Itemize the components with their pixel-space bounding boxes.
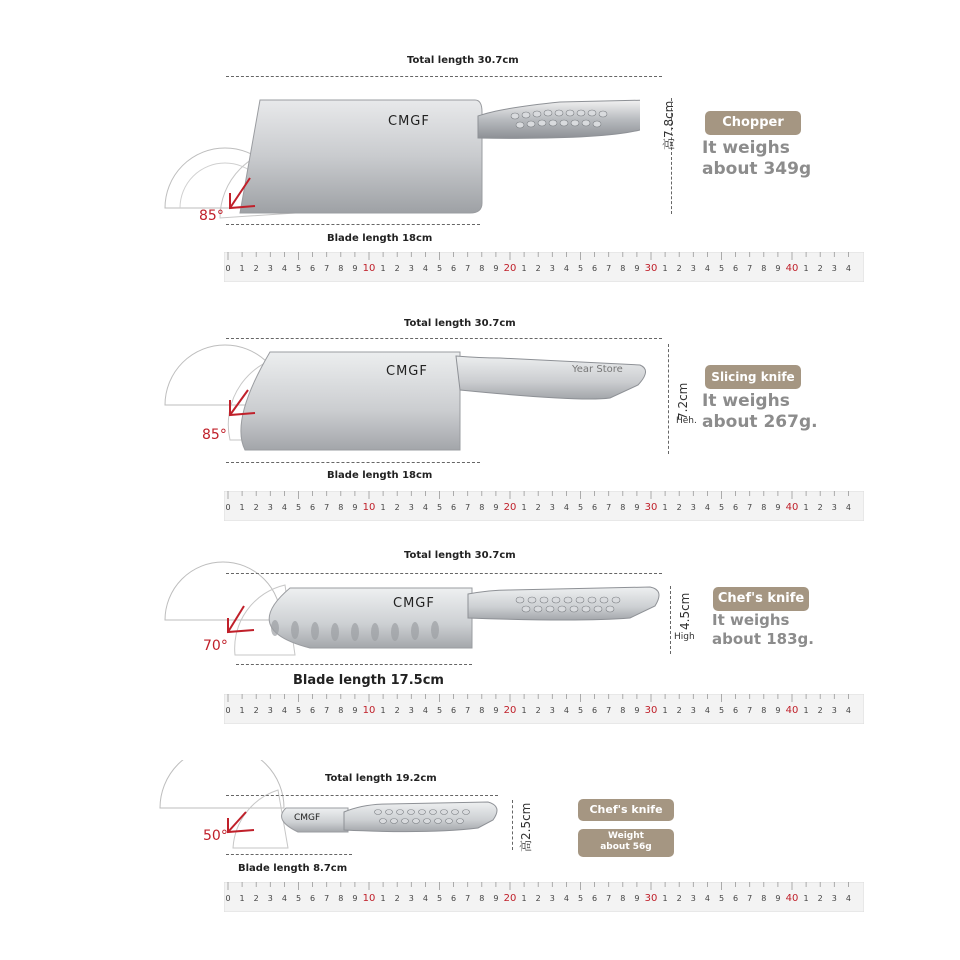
ruler-number: 2 bbox=[253, 706, 259, 715]
ruler-number: 3 bbox=[690, 503, 696, 512]
ruler-number: 30 bbox=[644, 263, 658, 274]
ruler-number: 1 bbox=[662, 894, 668, 903]
ruler-number: 4 bbox=[281, 894, 287, 903]
height-line bbox=[512, 800, 513, 850]
ruler-number: 9 bbox=[775, 264, 781, 273]
edge-angle-label: 85° bbox=[199, 208, 224, 224]
height-label: 高7.8cm bbox=[662, 100, 676, 150]
ruler-number: 0 bbox=[225, 503, 231, 512]
ruler-number: 8 bbox=[761, 706, 767, 715]
ruler-number: 4 bbox=[563, 264, 569, 273]
ruler-number: 9 bbox=[775, 894, 781, 903]
weight-text: It weighs about 349g bbox=[702, 138, 812, 179]
ruler-number: 4 bbox=[422, 503, 428, 512]
height-sub-label: Heh. bbox=[676, 416, 697, 426]
ruler-number: 40 bbox=[785, 502, 799, 513]
ruler-number: 8 bbox=[338, 894, 344, 903]
ruler-number: 1 bbox=[380, 706, 386, 715]
weight-badge: Weight about 56g bbox=[578, 829, 674, 857]
ruler-number: 9 bbox=[493, 706, 499, 715]
ruler-number: 40 bbox=[785, 263, 799, 274]
ruler-number: 6 bbox=[733, 503, 739, 512]
ruler-number: 7 bbox=[465, 894, 471, 903]
ruler-number: 9 bbox=[775, 503, 781, 512]
blade-length-label: Blade length 18cm bbox=[327, 470, 433, 481]
ruler-number: 0 bbox=[225, 264, 231, 273]
ruler-number: 4 bbox=[845, 264, 851, 273]
ruler-number: 2 bbox=[535, 706, 541, 715]
ruler-number: 8 bbox=[620, 503, 626, 512]
ruler-number: 2 bbox=[817, 503, 823, 512]
ruler-number: 1 bbox=[239, 706, 245, 715]
ruler-number: 5 bbox=[295, 894, 302, 903]
ruler-number: 1 bbox=[380, 264, 386, 273]
total-length-label: Total length 19.2cm bbox=[325, 773, 437, 784]
ruler-number: 10 bbox=[362, 502, 376, 513]
ruler-number: 2 bbox=[253, 894, 259, 903]
weight-text: It weighs about 267g. bbox=[702, 391, 818, 432]
ruler-number: 5 bbox=[295, 706, 302, 715]
ruler-number: 10 bbox=[362, 705, 376, 716]
ruler-number: 5 bbox=[436, 894, 443, 903]
ruler-number: 1 bbox=[662, 706, 668, 715]
ruler-number: 3 bbox=[408, 503, 414, 512]
ruler-number: 4 bbox=[845, 894, 851, 903]
ruler-number: 6 bbox=[310, 706, 316, 715]
weight-text: It weighs about 183g. bbox=[712, 611, 814, 648]
ruler-number: 7 bbox=[465, 503, 471, 512]
knife-type-badge: Chopper bbox=[705, 111, 801, 135]
edge-angle-label: 50° bbox=[203, 828, 228, 844]
height-label: 高2.5cm bbox=[519, 802, 533, 852]
ruler-number: 4 bbox=[422, 264, 428, 273]
blade-length-line bbox=[226, 854, 352, 855]
ruler-number: 6 bbox=[592, 706, 598, 715]
ruler-number: 1 bbox=[239, 503, 245, 512]
ruler-number: 4 bbox=[704, 503, 710, 512]
ruler-number: 1 bbox=[662, 264, 668, 273]
ruler-number: 1 bbox=[380, 894, 386, 903]
ruler-number: 3 bbox=[831, 264, 837, 273]
ruler-number: 7 bbox=[606, 894, 612, 903]
ruler-number: 1 bbox=[239, 264, 245, 273]
ruler-number: 7 bbox=[324, 264, 330, 273]
ruler-number: 5 bbox=[577, 894, 584, 903]
ruler-number: 5 bbox=[718, 503, 725, 512]
ruler-number: 3 bbox=[831, 503, 837, 512]
ruler-number: 5 bbox=[718, 264, 725, 273]
handle-engraving: Year Store bbox=[572, 364, 623, 375]
ruler-number: 6 bbox=[310, 894, 316, 903]
ruler-number: 8 bbox=[761, 894, 767, 903]
height-label: 4.5cm bbox=[678, 592, 692, 630]
ruler-number: 2 bbox=[394, 706, 400, 715]
blade-length-label: Blade length 18cm bbox=[327, 233, 433, 244]
ruler-number: 3 bbox=[549, 264, 555, 273]
ruler-number: 9 bbox=[352, 706, 358, 715]
knife-type-badge: Chef's knife bbox=[713, 587, 809, 611]
ruler-number: 3 bbox=[408, 706, 414, 715]
brand-logo: CMGF bbox=[386, 364, 428, 379]
ruler-number: 3 bbox=[831, 894, 837, 903]
ruler-number: 3 bbox=[549, 706, 555, 715]
ruler-number: 2 bbox=[817, 264, 823, 273]
ruler-number: 7 bbox=[747, 706, 753, 715]
ruler-number: 1 bbox=[521, 503, 527, 512]
ruler-number: 6 bbox=[733, 264, 739, 273]
height-sub-label: High bbox=[674, 632, 695, 642]
ruler-number: 6 bbox=[451, 894, 457, 903]
ruler-number: 9 bbox=[634, 894, 640, 903]
ruler-number: 1 bbox=[803, 503, 809, 512]
ruler-number: 8 bbox=[620, 264, 626, 273]
ruler-number: 2 bbox=[676, 894, 682, 903]
ruler-number: 2 bbox=[253, 264, 259, 273]
ruler-number: 3 bbox=[408, 264, 414, 273]
ruler-number: 4 bbox=[281, 503, 287, 512]
ruler-number: 3 bbox=[267, 503, 273, 512]
ruler-number: 5 bbox=[436, 503, 443, 512]
total-length-label: Total length 30.7cm bbox=[404, 550, 516, 561]
brand-logo: CMGF bbox=[393, 596, 435, 611]
ruler-number: 2 bbox=[535, 894, 541, 903]
ruler-number: 4 bbox=[422, 706, 428, 715]
ruler-number: 9 bbox=[493, 264, 499, 273]
ruler-number: 6 bbox=[310, 264, 316, 273]
ruler-number: 30 bbox=[644, 893, 658, 904]
brand-logo: CMGF bbox=[388, 114, 430, 129]
ruler-number: 1 bbox=[239, 894, 245, 903]
ruler-number: 4 bbox=[422, 894, 428, 903]
ruler-number: 8 bbox=[479, 503, 485, 512]
ruler-number: 2 bbox=[817, 894, 823, 903]
ruler-number: 4 bbox=[704, 706, 710, 715]
ruler-number: 7 bbox=[324, 894, 330, 903]
ruler-number: 8 bbox=[761, 503, 767, 512]
ruler-number: 3 bbox=[831, 706, 837, 715]
ruler-number: 20 bbox=[503, 263, 517, 274]
ruler-number: 1 bbox=[803, 706, 809, 715]
ruler-number: 2 bbox=[676, 503, 682, 512]
ruler-number: 5 bbox=[577, 503, 584, 512]
ruler-number: 6 bbox=[451, 503, 457, 512]
ruler-number: 8 bbox=[761, 264, 767, 273]
ruler-number: 6 bbox=[592, 503, 598, 512]
ruler-number: 7 bbox=[747, 264, 753, 273]
ruler-number: 9 bbox=[493, 503, 499, 512]
ruler-number: 2 bbox=[253, 503, 259, 512]
ruler-number: 0 bbox=[225, 706, 231, 715]
ruler-number: 2 bbox=[394, 894, 400, 903]
ruler-number: 10 bbox=[362, 893, 376, 904]
ruler-number: 1 bbox=[521, 706, 527, 715]
edge-angle-label: 70° bbox=[203, 638, 228, 654]
ruler-number: 6 bbox=[592, 894, 598, 903]
total-length-label: Total length 30.7cm bbox=[407, 55, 519, 66]
ruler-number: 9 bbox=[493, 894, 499, 903]
brand-logo: CMGF bbox=[294, 813, 321, 823]
ruler-number: 20 bbox=[503, 893, 517, 904]
ruler-number: 7 bbox=[606, 264, 612, 273]
ruler-number: 6 bbox=[451, 706, 457, 715]
ruler-number: 6 bbox=[733, 706, 739, 715]
ruler-number: 9 bbox=[352, 894, 358, 903]
ruler-number: 8 bbox=[338, 264, 344, 273]
ruler-number: 5 bbox=[295, 264, 302, 273]
ruler-number: 0 bbox=[225, 894, 231, 903]
ruler-number: 2 bbox=[817, 706, 823, 715]
ruler-number: 2 bbox=[535, 503, 541, 512]
ruler-number: 9 bbox=[352, 264, 358, 273]
ruler-number: 9 bbox=[634, 706, 640, 715]
ruler-number: 4 bbox=[845, 706, 851, 715]
ruler-number: 7 bbox=[747, 894, 753, 903]
knife-type-badge: Chef's knife bbox=[578, 799, 674, 821]
ruler-number: 2 bbox=[676, 264, 682, 273]
ruler-number: 1 bbox=[521, 264, 527, 273]
ruler-number: 4 bbox=[704, 894, 710, 903]
ruler-number: 5 bbox=[577, 706, 584, 715]
ruler-number: 1 bbox=[803, 264, 809, 273]
total-length-label: Total length 30.7cm bbox=[404, 318, 516, 329]
ruler-number: 7 bbox=[324, 706, 330, 715]
ruler-number: 8 bbox=[620, 894, 626, 903]
ruler-number: 1 bbox=[662, 503, 668, 512]
height-label: 7.2cm bbox=[676, 382, 690, 420]
ruler-number: 3 bbox=[690, 264, 696, 273]
ruler-number: 1 bbox=[521, 894, 527, 903]
ruler-number: 5 bbox=[436, 706, 443, 715]
ruler-number: 4 bbox=[281, 264, 287, 273]
ruler-number: 5 bbox=[295, 503, 302, 512]
ruler-number: 9 bbox=[352, 503, 358, 512]
ruler-number: 30 bbox=[644, 502, 658, 513]
ruler-body bbox=[224, 882, 864, 912]
ruler-number: 9 bbox=[634, 503, 640, 512]
blade-length-label: Blade length 8.7cm bbox=[238, 863, 348, 874]
ruler-number: 6 bbox=[733, 894, 739, 903]
ruler-number: 5 bbox=[577, 264, 584, 273]
ruler-number: 5 bbox=[718, 894, 725, 903]
ruler-number: 3 bbox=[408, 894, 414, 903]
ruler-number: 1 bbox=[380, 503, 386, 512]
ruler-number: 20 bbox=[503, 502, 517, 513]
ruler-number: 8 bbox=[479, 706, 485, 715]
ruler-number: 6 bbox=[592, 264, 598, 273]
measuring-ruler bbox=[224, 882, 864, 912]
ruler-number: 1 bbox=[803, 894, 809, 903]
ruler-number: 4 bbox=[845, 503, 851, 512]
ruler-number: 8 bbox=[338, 706, 344, 715]
ruler-number: 4 bbox=[563, 706, 569, 715]
ruler-number: 7 bbox=[465, 264, 471, 273]
ruler-number: 9 bbox=[775, 706, 781, 715]
ruler-number: 10 bbox=[362, 263, 376, 274]
ruler-number: 8 bbox=[338, 503, 344, 512]
ruler-number: 4 bbox=[563, 894, 569, 903]
ruler-number: 3 bbox=[690, 894, 696, 903]
ruler-number: 8 bbox=[479, 894, 485, 903]
ruler-number: 5 bbox=[436, 264, 443, 273]
ruler-number: 4 bbox=[704, 264, 710, 273]
ruler-number: 2 bbox=[676, 706, 682, 715]
knife-type-badge: Slicing knife bbox=[705, 365, 801, 389]
ruler-number: 3 bbox=[549, 503, 555, 512]
ruler-number: 8 bbox=[620, 706, 626, 715]
ruler-number: 3 bbox=[267, 264, 273, 273]
ruler-number: 40 bbox=[785, 893, 799, 904]
blade-length-label: Blade length 17.5cm bbox=[293, 673, 444, 688]
ruler-number: 4 bbox=[281, 706, 287, 715]
ruler-number: 7 bbox=[606, 706, 612, 715]
ruler-number: 8 bbox=[479, 264, 485, 273]
ruler-number: 3 bbox=[549, 894, 555, 903]
ruler-number: 5 bbox=[718, 706, 725, 715]
ruler-number: 9 bbox=[634, 264, 640, 273]
ruler-number: 7 bbox=[324, 503, 330, 512]
ruler-number: 2 bbox=[535, 264, 541, 273]
ruler-number: 6 bbox=[310, 503, 316, 512]
ruler-number: 2 bbox=[394, 503, 400, 512]
ruler-number: 2 bbox=[394, 264, 400, 273]
ruler-number: 20 bbox=[503, 705, 517, 716]
ruler-number: 3 bbox=[267, 706, 273, 715]
ruler-number: 3 bbox=[690, 706, 696, 715]
ruler-number: 40 bbox=[785, 705, 799, 716]
ruler-number: 30 bbox=[644, 705, 658, 716]
edge-angle-label: 85° bbox=[202, 427, 227, 443]
ruler-number: 7 bbox=[747, 503, 753, 512]
ruler-number: 4 bbox=[563, 503, 569, 512]
ruler-number: 6 bbox=[451, 264, 457, 273]
ruler-number: 7 bbox=[606, 503, 612, 512]
ruler-number: 3 bbox=[267, 894, 273, 903]
ruler-number: 7 bbox=[465, 706, 471, 715]
